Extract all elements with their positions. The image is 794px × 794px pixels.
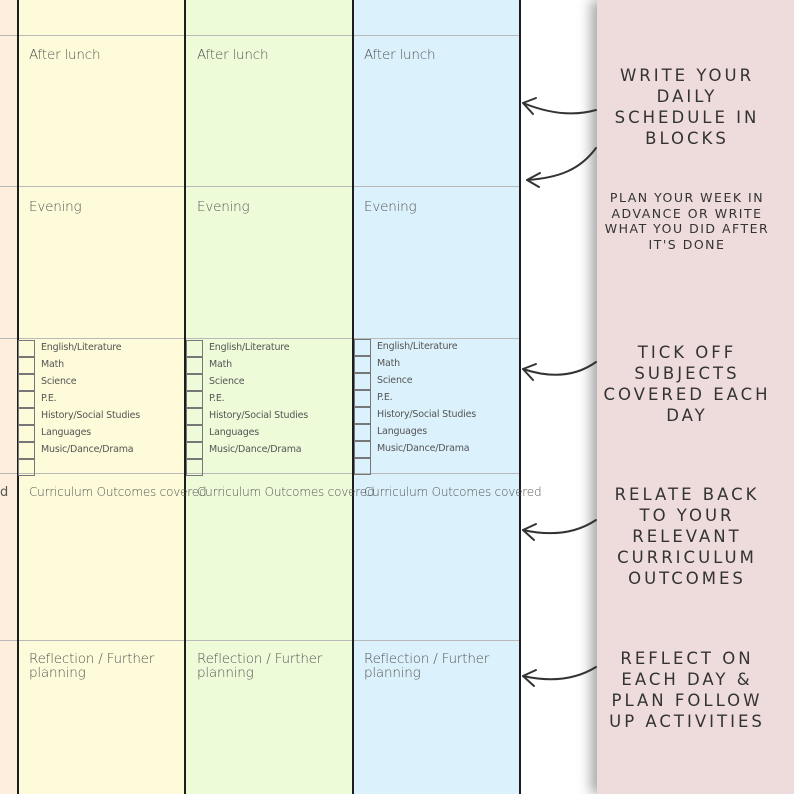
divider-evening — [0, 186, 521, 187]
divider-curriculum — [0, 473, 521, 474]
subject-label: History/Social Studies — [41, 410, 141, 421]
checkbox[interactable] — [354, 390, 371, 407]
curriculum-label: Curriculum Outcomes covered — [29, 485, 207, 499]
checkbox[interactable] — [186, 340, 203, 357]
subject-label: English/Literature — [209, 342, 290, 353]
subject-label: Music/Dance/Drama — [377, 443, 470, 454]
checkbox[interactable] — [18, 425, 35, 442]
subject-label: Math — [41, 359, 64, 370]
checkbox[interactable] — [186, 374, 203, 391]
checkbox[interactable] — [18, 442, 35, 459]
checkbox[interactable] — [354, 424, 371, 441]
annotation-write-schedule: WRITE YOUR DAILY SCHEDULE IN BLOCKS — [614, 66, 760, 148]
curriculum-label: Curriculum Outcomes covered — [197, 485, 375, 499]
checkbox[interactable] — [18, 357, 35, 374]
checkbox[interactable] — [18, 340, 35, 357]
divider-after-lunch — [0, 35, 521, 36]
subject-label: Math — [209, 359, 232, 370]
annotation-plan-week: PLAN YOUR WEEK IN ADVANCE OR WRITE WHAT YOU DID AFTER IT'S DONE — [604, 190, 770, 252]
subject-label: Science — [209, 376, 245, 387]
checkbox[interactable] — [186, 425, 203, 442]
checkbox[interactable] — [354, 441, 371, 458]
column-border — [519, 0, 521, 794]
checkbox[interactable] — [354, 339, 371, 356]
arrow-icon — [527, 148, 596, 187]
arrow-icon — [523, 362, 596, 380]
annotation-relate-back: RELATE BACK TO YOUR RELEVANT CURRICULUM OUTCOMES — [614, 485, 760, 588]
after-lunch-label: After lunch — [197, 47, 269, 63]
subject-label: Languages — [377, 426, 428, 437]
subject-label: Music/Dance/Drama — [41, 444, 134, 455]
subject-label: Math — [377, 358, 400, 369]
checkbox[interactable] — [186, 442, 203, 459]
subject-label: Science — [377, 375, 413, 386]
checkbox[interactable] — [186, 357, 203, 374]
subject-label: Languages — [41, 427, 92, 438]
checkbox[interactable] — [186, 391, 203, 408]
checkbox[interactable] — [354, 407, 371, 424]
checkbox[interactable] — [354, 373, 371, 390]
evening-label: Evening — [29, 199, 82, 215]
checkbox[interactable] — [186, 408, 203, 425]
subject-label: History/Social Studies — [209, 410, 309, 421]
annotation-tick-off: TICK OFF SUBJECTS COVERED EACH DAY — [603, 343, 771, 425]
reflection-label: Reflection / Further planning — [197, 651, 323, 681]
subject-label: Languages — [209, 427, 260, 438]
arrow-icon — [523, 98, 596, 114]
subject-label: Music/Dance/Drama — [209, 444, 302, 455]
divider-subjects — [0, 338, 521, 339]
subject-label: P.E. — [41, 393, 57, 404]
checkbox[interactable] — [18, 459, 35, 476]
subject-label: English/Literature — [377, 341, 458, 352]
after-lunch-label: After lunch — [364, 47, 436, 63]
subject-label: P.E. — [209, 393, 225, 404]
checkbox[interactable] — [186, 459, 203, 476]
checkbox[interactable] — [354, 356, 371, 373]
evening-label: Evening — [197, 199, 250, 215]
annotation-reflect: REFLECT ON EACH DAY & PLAN FOLLOW UP ACTIVITIES — [609, 649, 765, 731]
checkbox[interactable] — [18, 408, 35, 425]
divider-reflection — [0, 640, 521, 641]
after-lunch-label: After lunch — [29, 47, 101, 63]
subject-label: Science — [41, 376, 77, 387]
arrow-icon — [523, 667, 596, 686]
curriculum-label: Curriculum Outcomes covered — [364, 485, 542, 499]
checkbox[interactable] — [18, 374, 35, 391]
subject-label: P.E. — [377, 392, 393, 403]
checkbox[interactable] — [354, 458, 371, 475]
evening-label: Evening — [364, 199, 417, 215]
reflection-label: Reflection / Further planning — [29, 651, 155, 681]
checkbox[interactable] — [18, 391, 35, 408]
peach-column — [0, 0, 18, 794]
arrow-icon — [523, 520, 596, 540]
reflection-label: Reflection / Further planning — [364, 651, 490, 681]
subject-label: History/Social Studies — [377, 409, 477, 420]
subject-label: English/Literature — [41, 342, 122, 353]
partial-text: d — [0, 485, 9, 500]
